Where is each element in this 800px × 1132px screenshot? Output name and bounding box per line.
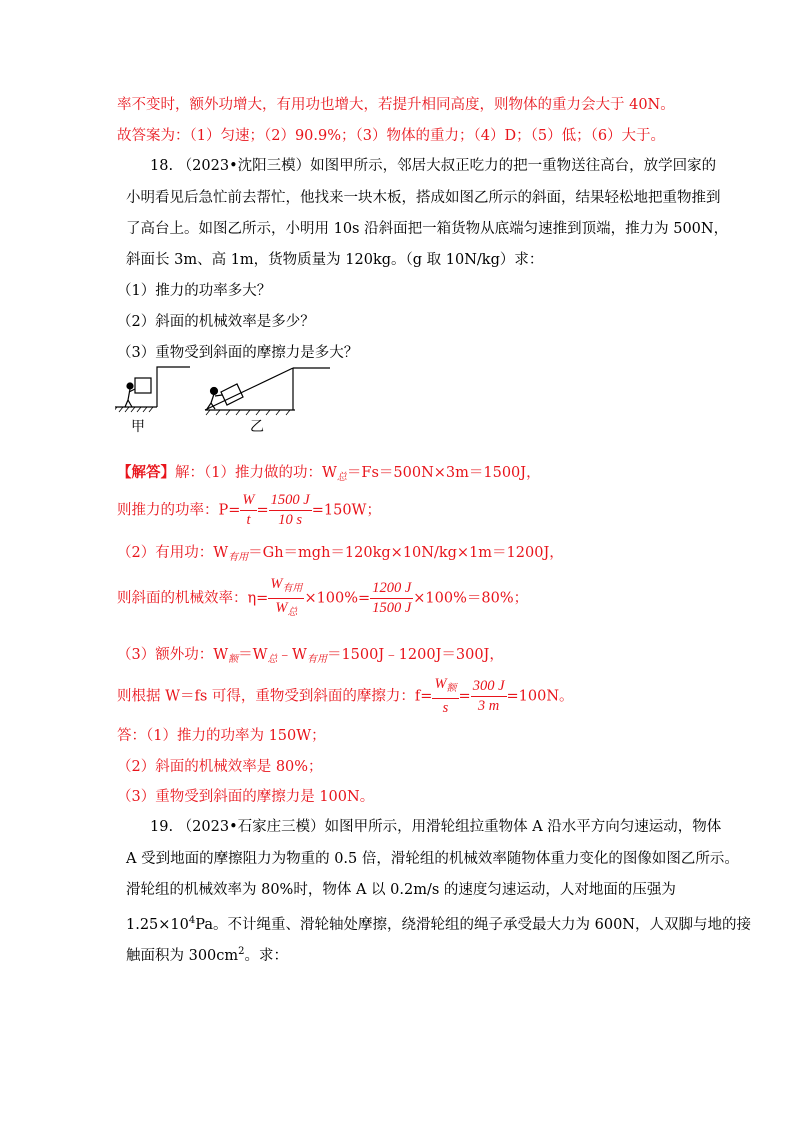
figure-label-jia: 甲 [131, 419, 145, 435]
answer-line-2 [117, 491, 381, 530]
q18-sub-3: （3）重物受到斜面的摩擦力是多大？ [117, 345, 359, 361]
final-answer-2: （2）斜面的机械效率是 80%； [117, 759, 323, 775]
q19-line-2: A 受到地面的摩擦阻力为物重的 0.5 倍，滑轮组的机械效率随物体重力变化的图像如图乙所示。 [126, 851, 739, 867]
fraction-w-t: $\frac{W}{t}$ [242, 492, 255, 528]
answer-line-5: （3）额外功：$W_额=W_总﹣W_{有用}=1500J﹣1200J=300J$， [117, 647, 504, 665]
a2-pre: 则推力的功率：P= [117, 502, 241, 519]
q19-line-3: 滑轮组的机械效率为 80%时，物体 A 以 0.2m/s 的速度匀速运动，人对地面的压强为 [126, 882, 676, 898]
a1-post: ＝Fs＝500N×3m＝1500J， [346, 465, 541, 481]
q18-sub-1: （1）推力的功率多大？ [117, 283, 272, 299]
figure-label-yi: 乙 [250, 419, 264, 435]
q18-line-2: 小明看见后急忙前去帮忙，他找来一块木板，搭成如图乙所示的斜面，结果轻松地把重物推到 [126, 190, 721, 206]
answer-tag: 【解答】 [117, 464, 175, 481]
fraction-1200-1500: $\frac{1200 J}{1500 J}$ [372, 580, 412, 616]
q19-line-5: 触面积为 $300cm^2$。求： [126, 946, 289, 964]
a1-pre: 解：（1）推力做的功：W [175, 465, 337, 481]
final-answer-3: （3）重物受到斜面的摩擦力是 100N。 [117, 789, 375, 805]
prev-answer-line: 率不变时，额外功增大，有用功也增大，若提升相同高度，则物体的重力会大于 40N。 [117, 97, 675, 113]
answer-line-4: 则斜面的机械效率：η= $\frac{W_{有用}}{W_总}$ ×100%= $\frac{1200 J}{1500 J}$ ×100%＝80%； [117, 575, 528, 622]
a2-post: =150W； [311, 502, 381, 519]
q18-line-4: 斜面长 3m、高 1m，货物质量为 120kg。（g 取 10N/kg）求： [126, 252, 544, 268]
fraction-1500-10: $\frac{1500 J}{10 s}$ [270, 492, 310, 528]
figure-yi [205, 368, 330, 415]
figure-jia [115, 367, 190, 412]
q18-line-3: 了高台上。如图乙所示，小明用 10s 沿斜面把一箱货物从底端匀速推到顶端，推力为 500N， [126, 221, 729, 237]
prev-answer-summary: 故答案为：（1）匀速；（2）90.9%；（3）物体的重力；（4）D；（5）低；（6）大于。 [117, 128, 666, 144]
a1-sub: 总 [336, 472, 347, 483]
fraction-300-3: $\frac{300 J}{3 m}$ [472, 678, 505, 714]
q19-line-4: $1.25\times 10^4Pa$。不计绳重、滑轮轴处摩擦，绕滑轮组的绳子承受最大力为 600N，人双脚与地的接 [126, 915, 751, 933]
q19-line-1: 19. （2023•石家庄三模）如图甲所示，用滑轮组拉重物体 A 沿水平方向匀速运动，物体 [150, 819, 722, 835]
answer-line-1 [117, 463, 541, 488]
final-answer-1: 答：（1）推力的功率为 150W； [117, 728, 326, 744]
a2-eq: = [256, 502, 269, 519]
q18-sub-2: （2）斜面的机械效率是多少？ [117, 314, 315, 330]
fraction-efficiency: $\frac{W_{有用}}{W_总}$ [268, 575, 304, 622]
answer-line-3: （2）有用功：$W_{有用}=Gh=mgh=120kg\times 10N/kg\times 1m=1200J$， [117, 545, 564, 563]
fraction-friction: $\frac{W_额}{s}$ [434, 676, 457, 716]
answer-line-6: 则根据 W＝fs 可得，重物受到斜面的摩擦力：f= $\frac{W_额}{s}$ = $\frac{300 J}{3 m}$ =100N。 [117, 676, 574, 716]
q18-figure [115, 362, 345, 442]
q18-line-1: 18. （2023•沈阳三模）如图甲所示，邻居大叔正吃力的把一重物送往高台，放学回家的 [150, 158, 717, 174]
